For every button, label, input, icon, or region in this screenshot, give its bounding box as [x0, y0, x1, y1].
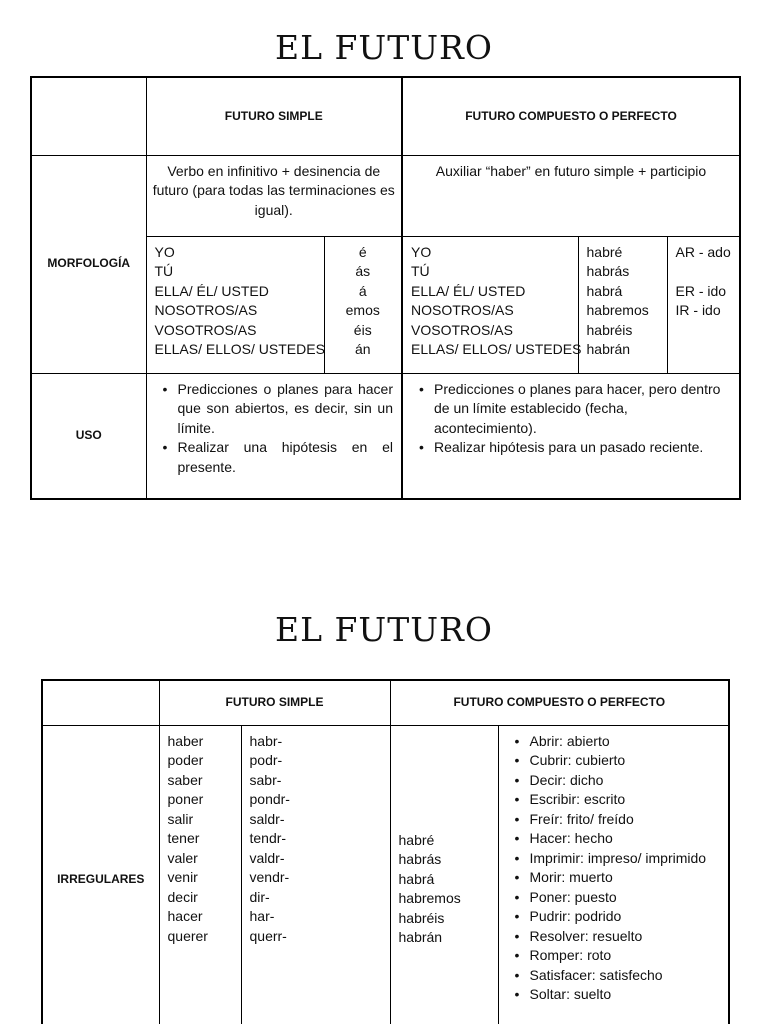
- pronoun: ELLA/ ÉL/ USTED: [411, 282, 526, 299]
- haber-form: habré: [586, 243, 623, 260]
- header-futuro-compuesto: FUTURO COMPUESTO O PERFECTO: [390, 680, 729, 725]
- ending-list: [324, 236, 402, 373]
- infinitive: saber: [167, 771, 203, 788]
- row-label-morfologia: MORFOLOGÍA: [31, 155, 146, 373]
- irregular-infinitive-list: [159, 725, 241, 1024]
- participle-ending: ER - ido: [675, 282, 727, 299]
- pronoun: YO: [411, 243, 432, 260]
- pronoun-list: [146, 236, 324, 373]
- infinitive: poner: [167, 791, 204, 807]
- uso-compuesto-item: • Predicciones o planes para hacer, pero dentro de un límite establecido (fecha, acontecimiento).: [411, 380, 731, 439]
- stem: valdr-: [249, 849, 285, 866]
- pronoun: VOSOTROS/AS: [411, 321, 513, 338]
- stem: saldr-: [249, 810, 285, 827]
- ending: án: [354, 341, 371, 357]
- pronoun-list-compuesto: [402, 236, 582, 373]
- irregular-participle: • Decir: dicho: [507, 771, 721, 791]
- future-tense-table: [30, 76, 741, 500]
- infinitive: querer: [167, 927, 208, 944]
- compuesto-formation-description: Auxiliar “haber” en futuro simple + participio: [402, 155, 740, 236]
- infinitive: tener: [167, 830, 200, 846]
- pronoun: ELLA/ ÉL/ USTED: [154, 282, 269, 299]
- irregular-participle: • Escribir: escrito: [507, 790, 721, 810]
- ending: emos: [345, 302, 380, 318]
- irregular-participle: • Resolver: resuelto: [507, 927, 721, 947]
- haber-form: habremos: [586, 302, 649, 318]
- haber-form: habrá: [398, 870, 435, 887]
- stem: har-: [249, 908, 275, 924]
- ending: éis: [353, 321, 372, 338]
- page-title: EL FUTURO: [275, 28, 493, 67]
- irregular-participle: • Satisfacer: satisfecho: [507, 966, 721, 986]
- corner-cell: [31, 77, 146, 155]
- pronoun: NOSOTROS/AS: [411, 302, 514, 318]
- page-title: EL FUTURO: [275, 610, 493, 649]
- stem: habr-: [249, 732, 283, 749]
- pronoun: TÚ: [154, 263, 174, 279]
- participle-ending: IR - ido: [675, 302, 721, 318]
- irregular-participle: • Pudrir: podrido: [507, 907, 721, 927]
- haber-form: habré: [398, 831, 435, 848]
- stem: podr-: [249, 752, 283, 768]
- header-futuro-simple: FUTURO SIMPLE: [146, 77, 402, 155]
- infinitive: venir: [167, 869, 198, 885]
- haber-form: habrá: [586, 282, 623, 299]
- uso-simple-item: • Predicciones o planes para hacer que son abiertos, es decir, sin un límite.: [155, 380, 394, 439]
- irregular-participle-cell: [498, 725, 729, 1024]
- irregular-participle: • Abrir: abierto: [507, 732, 721, 752]
- haber-form: habréis: [398, 909, 445, 926]
- stem: vendr-: [249, 869, 290, 885]
- uso-compuesto-item: • Realizar hipótesis para un pasado reciente.: [411, 438, 731, 458]
- irregular-participle: • Hacer: hecho: [507, 829, 721, 849]
- pronoun: ELLAS/ ELLOS/ USTEDES: [154, 341, 325, 357]
- simple-formation-description: Verbo en infinitivo + desinencia de futuro (para todas las terminaciones es igual).: [146, 155, 402, 236]
- irregular-participle: • Imprimir: impreso/ imprimido: [507, 849, 721, 869]
- stem: pondr-: [249, 791, 290, 807]
- haber-form: habrás: [586, 263, 630, 279]
- participle-ending-spacer: [676, 262, 732, 282]
- row-label-irregulares: IRREGULARES: [42, 725, 159, 1024]
- corner-cell: [42, 680, 159, 725]
- irregular-stem-list: [241, 725, 390, 1024]
- row-label-uso: USO: [31, 373, 146, 499]
- header-futuro-compuesto: FUTURO COMPUESTO O PERFECTO: [402, 77, 740, 155]
- haber-form: habréis: [586, 321, 633, 338]
- infinitive: poder: [167, 752, 204, 768]
- haber-conjugation-list: [578, 236, 667, 373]
- infinitive: valer: [167, 849, 198, 866]
- haber-form: habrán: [586, 341, 631, 357]
- stem: tendr-: [249, 830, 287, 846]
- irregular-future-table: [41, 679, 730, 1024]
- participle-endings-list: [667, 236, 740, 373]
- stem: querr-: [249, 927, 287, 944]
- stem: dir-: [249, 888, 270, 905]
- stem: sabr-: [249, 771, 282, 788]
- pronoun: VOSOTROS/AS: [154, 321, 257, 338]
- irregular-participle: • Romper: roto: [507, 946, 721, 966]
- uso-simple-cell: [146, 373, 402, 499]
- infinitive: haber: [167, 732, 204, 749]
- participle-ending: AR - ado: [675, 243, 731, 260]
- ending: á: [358, 282, 367, 299]
- uso-simple-item: • Realizar una hipótesis en el presente.: [155, 438, 394, 477]
- ending: ás: [355, 263, 371, 279]
- header-futuro-simple: FUTURO SIMPLE: [159, 680, 390, 725]
- uso-compuesto-cell: [402, 373, 740, 499]
- haber-form: habrás: [398, 851, 442, 867]
- haber-form: habrán: [398, 929, 443, 945]
- irregular-participle: • Poner: puesto: [507, 888, 721, 908]
- pronoun: ELLAS/ ELLOS/ USTEDES: [411, 341, 582, 357]
- pronoun: YO: [154, 243, 175, 260]
- ending: é: [358, 243, 367, 260]
- irregular-participle: • Cubrir: cubierto: [507, 751, 721, 771]
- irregular-participle: • Soltar: suelto: [507, 985, 721, 1005]
- irregular-participle: • Freír: frito/ freído: [507, 810, 721, 830]
- haber-form: habremos: [398, 890, 461, 906]
- pronoun: TÚ: [411, 263, 430, 279]
- infinitive: hacer: [167, 908, 203, 924]
- infinitive: salir: [167, 810, 194, 827]
- infinitive: decir: [167, 888, 198, 905]
- haber-conjugation-list: [390, 725, 498, 1024]
- pronoun: NOSOTROS/AS: [154, 302, 258, 318]
- irregular-participle: • Morir: muerto: [507, 868, 721, 888]
